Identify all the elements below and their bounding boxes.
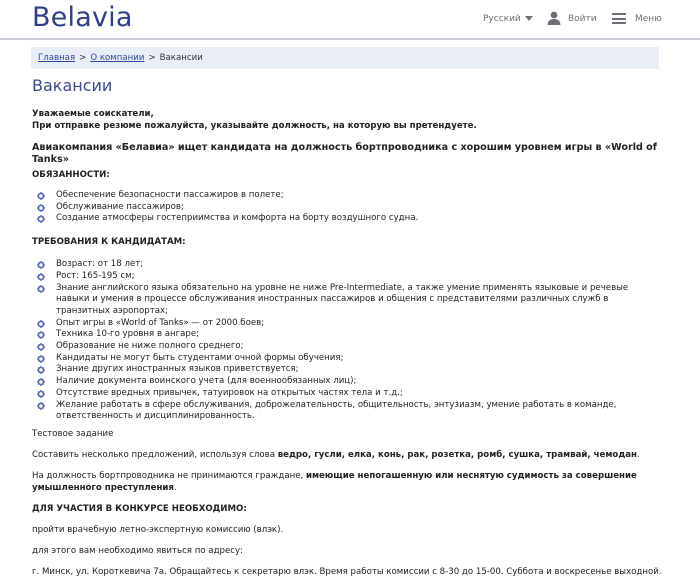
list-item-text: Отсутствие вредных привычек, татуировок на открытых частях тела и т.д.; xyxy=(56,387,403,398)
test-task-text xyxy=(32,449,662,461)
list-item xyxy=(32,259,662,271)
requirements-list xyxy=(32,259,662,423)
requirements-title: ТРЕБОВАНИЯ К КАНДИДАТАМ: xyxy=(32,237,186,248)
flower-bullet-icon xyxy=(37,285,45,293)
flower-bullet-icon xyxy=(37,366,45,374)
vacancy-subtitle: Авиакомпания «Белавиа» ищет кандидата на должность бортпроводника с хорошим уровнем игры в «World of Tanks» xyxy=(32,142,657,165)
list-item xyxy=(32,329,662,341)
list-item xyxy=(32,318,662,330)
list-item-text: Желание работать в сфере обслуживания, доброжелательность, общительность, энтузиазм, умение работать в команде, ответственность и дисциплинированность. xyxy=(56,399,617,422)
breadcrumb-separator: > xyxy=(79,53,87,63)
needed-title: ДЛЯ УЧАСТИЯ В КОНКУРСЕ НЕОБХОДИМО: xyxy=(32,503,247,514)
list-item-text: Возраст: от 18 лет; xyxy=(56,259,144,270)
duties-list xyxy=(32,190,662,225)
breadcrumb-home-link[interactable]: Главная xyxy=(38,53,76,63)
list-item xyxy=(32,400,662,423)
breadcrumb-current: Вакансии xyxy=(159,53,203,63)
flower-bullet-icon xyxy=(37,390,45,398)
list-item xyxy=(32,388,662,400)
list-item-text: Наличие документа воинского учета (для военнообязанных лиц); xyxy=(56,376,357,387)
flower-bullet-icon xyxy=(37,273,45,281)
test-task-end: . xyxy=(637,449,640,460)
needed-step-2: для этого вам необходимо явиться по адресу: xyxy=(32,545,243,556)
intro-greeting: Уважаемые соискатели, xyxy=(32,109,154,119)
conviction-bold: имеющие непогашенную или неснятую судимость за совершение умышленного преступления xyxy=(32,470,637,493)
flower-bullet-icon xyxy=(37,402,45,410)
test-task-label: Тестовое задание xyxy=(32,428,114,439)
list-item-text: Образование не ниже полного среднего; xyxy=(56,341,244,352)
flower-bullet-icon xyxy=(37,320,45,328)
flower-bullet-icon xyxy=(37,331,45,339)
list-item xyxy=(32,283,662,318)
list-item-text: Обеспечение безопасности пассажиров в полете; xyxy=(56,190,284,200)
language-selector[interactable]: Русский xyxy=(483,14,521,24)
intro-block xyxy=(32,108,662,132)
list-item-text: Знание других иностранных языков приветствуется; xyxy=(56,364,299,375)
flower-bullet-icon xyxy=(37,343,45,351)
list-item-text: Рост: 165-195 см; xyxy=(56,270,135,281)
list-item xyxy=(32,190,662,202)
list-item xyxy=(32,202,662,214)
flower-bullet-icon xyxy=(37,204,45,212)
breadcrumb-separator: > xyxy=(148,53,156,63)
list-item-text: Кандидаты не могут быть студентами очной формы обучения; xyxy=(56,352,344,363)
site-header xyxy=(0,0,700,40)
duties-title: ОБЯЗАННОСТИ: xyxy=(32,170,110,180)
page-title: Вакансии xyxy=(32,76,113,95)
list-item xyxy=(32,353,662,365)
list-item xyxy=(32,376,662,388)
user-icon[interactable] xyxy=(547,11,561,25)
list-item-text: Создание атмосферы гостеприимства и комфорта на борту воздушного судна. xyxy=(56,213,419,224)
address-text: г. Минск, ул. Короткевича 7а. Обращайтесь к секретарю влэк. Время работы комиссии с 8-30 до 15-00. Суббота и воскресенье выходной. xyxy=(32,566,662,577)
breadcrumb xyxy=(31,47,659,69)
list-item-text: Знание английского языка обязательно на уровне не ниже Pre-Intermediate, а также умение применять языковые и речевые навыки и умения в процессе обслуживания иностранных пассажиров и общения с представителями различных служб в транзитных аэропортах; xyxy=(56,282,629,316)
main-content xyxy=(32,76,662,578)
needed-step-1: пройти врачебную летно-экспертную комиссию (влэк). xyxy=(32,524,284,535)
flower-bullet-icon xyxy=(37,355,45,363)
chevron-down-icon[interactable] xyxy=(525,16,533,21)
login-link[interactable]: Войти xyxy=(568,14,597,24)
list-item-text: Опыт игры в «World of Tanks» — от 2000 боев; xyxy=(56,317,265,328)
list-item xyxy=(32,213,662,225)
conviction-note xyxy=(32,470,662,494)
test-task-words: ведро, гусли, елка, конь, рак, розетка, ромб, сушка, трамвай, чемодан xyxy=(277,449,637,460)
flower-bullet-icon xyxy=(37,378,45,386)
hamburger-menu-icon[interactable] xyxy=(612,13,626,24)
flower-bullet-icon xyxy=(37,215,45,223)
intro-note: При отправке резюме пожалуйста, указывайте должность, на которую вы претендуете. xyxy=(32,121,477,131)
belavia-logo[interactable]: Belavia xyxy=(32,2,133,33)
flower-bullet-icon xyxy=(37,261,45,269)
flower-bullet-icon xyxy=(37,192,45,200)
list-item xyxy=(32,341,662,353)
conviction-end: . xyxy=(173,482,177,493)
conviction-intro: На должность бортпроводника не принимаются граждане, xyxy=(32,470,306,481)
list-item xyxy=(32,271,662,283)
test-task-intro: Составить несколько предложений, используя слова xyxy=(32,449,278,460)
list-item-text: Обслуживание пассажиров; xyxy=(56,201,184,212)
list-item xyxy=(32,364,662,376)
breadcrumb-about-link[interactable]: О компании xyxy=(90,53,145,63)
menu-button[interactable]: Меню xyxy=(635,14,662,24)
list-item-text: Техника 10-го уровня в ангаре; xyxy=(56,329,200,340)
